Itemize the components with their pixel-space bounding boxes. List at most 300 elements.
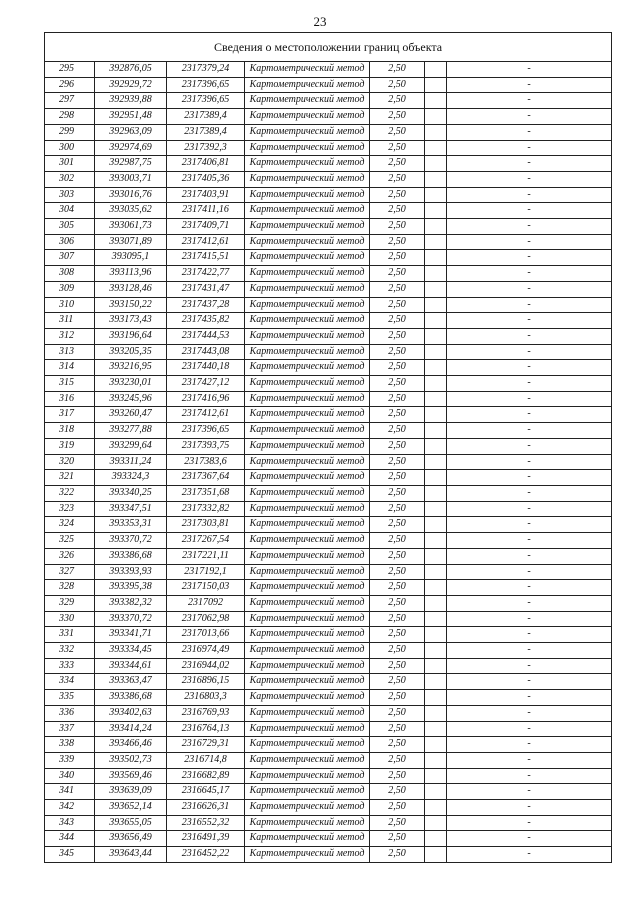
method-cell: Картометрический метод [245,658,370,674]
x-coordinate-cell: 393230,01 [95,376,167,392]
y-coordinate-cell: 2317403,91 [167,187,245,203]
x-coordinate-cell: 393150,22 [95,297,167,313]
accuracy-cell: 2,50 [370,328,425,344]
point-number-cell: 331 [45,627,95,643]
method-cell: Картометрический метод [245,690,370,706]
point-number-cell: 301 [45,156,95,172]
x-coordinate-cell: 392951,48 [95,109,167,125]
x-coordinate-cell: 393639,09 [95,784,167,800]
accuracy-cell: 2,50 [370,109,425,125]
point-number-cell: 327 [45,564,95,580]
empty-cell [425,674,447,690]
x-coordinate-cell: 392929,72 [95,77,167,93]
empty-cell [425,62,447,78]
empty-cell [425,454,447,470]
empty-cell [425,580,447,596]
empty-cell [425,470,447,486]
description-cell: - [447,124,612,140]
accuracy-cell: 2,50 [370,580,425,596]
point-number-cell: 311 [45,313,95,329]
description-cell: - [447,171,612,187]
accuracy-cell: 2,50 [370,62,425,78]
table-row [45,250,612,266]
accuracy-cell: 2,50 [370,234,425,250]
method-cell: Картометрический метод [245,752,370,768]
point-number-cell: 338 [45,737,95,753]
table-row [45,344,612,360]
accuracy-cell: 2,50 [370,391,425,407]
method-cell: Картометрический метод [245,831,370,847]
accuracy-cell: 2,50 [370,156,425,172]
point-number-cell: 334 [45,674,95,690]
empty-cell [425,438,447,454]
y-coordinate-cell: 2317389,4 [167,124,245,140]
point-number-cell: 314 [45,360,95,376]
empty-cell [425,203,447,219]
table-row [45,156,612,172]
method-cell: Картометрический метод [245,580,370,596]
point-number-cell: 336 [45,705,95,721]
x-coordinate-cell: 393643,44 [95,847,167,863]
y-coordinate-cell: 2316452,22 [167,847,245,863]
point-number-cell: 320 [45,454,95,470]
method-cell: Картометрический метод [245,737,370,753]
description-cell: - [447,470,612,486]
point-number-cell: 329 [45,595,95,611]
y-coordinate-cell: 2317150,03 [167,580,245,596]
description-cell: - [447,768,612,784]
table-row [45,266,612,282]
point-number-cell: 313 [45,344,95,360]
accuracy-cell: 2,50 [370,847,425,863]
page-number: 23 [313,14,327,29]
x-coordinate-cell: 393340,25 [95,485,167,501]
method-cell: Картометрический метод [245,564,370,580]
point-number-cell: 303 [45,187,95,203]
empty-cell [425,752,447,768]
point-number-cell: 342 [45,800,95,816]
y-coordinate-cell: 2317383,6 [167,454,245,470]
method-cell: Картометрический метод [245,721,370,737]
method-cell: Картометрический метод [245,454,370,470]
method-cell: Картометрический метод [245,124,370,140]
point-number-cell: 310 [45,297,95,313]
table-row [45,533,612,549]
y-coordinate-cell: 2316729,31 [167,737,245,753]
description-cell: - [447,234,612,250]
method-cell: Картометрический метод [245,266,370,282]
point-number-cell: 319 [45,438,95,454]
description-cell: - [447,391,612,407]
x-coordinate-cell: 393277,88 [95,423,167,439]
description-cell: - [447,690,612,706]
method-cell: Картометрический метод [245,140,370,156]
method-cell: Картометрический метод [245,595,370,611]
x-coordinate-cell: 393260,47 [95,407,167,423]
y-coordinate-cell: 2316552,32 [167,815,245,831]
empty-cell [425,140,447,156]
method-cell: Картометрический метод [245,485,370,501]
empty-cell [425,643,447,659]
y-coordinate-cell: 2317437,28 [167,297,245,313]
accuracy-cell: 2,50 [370,800,425,816]
y-coordinate-cell: 2317396,65 [167,423,245,439]
table-row [45,580,612,596]
description-cell: - [447,485,612,501]
accuracy-cell: 2,50 [370,501,425,517]
empty-cell [425,234,447,250]
accuracy-cell: 2,50 [370,643,425,659]
method-cell: Картометрический метод [245,768,370,784]
table-row [45,470,612,486]
x-coordinate-cell: 393363,47 [95,674,167,690]
description-cell: - [447,250,612,266]
point-number-cell: 341 [45,784,95,800]
accuracy-cell: 2,50 [370,737,425,753]
description-cell: - [447,219,612,235]
method-cell: Картометрический метод [245,423,370,439]
table-row [45,124,612,140]
y-coordinate-cell: 2317431,47 [167,281,245,297]
y-coordinate-cell: 2317367,64 [167,470,245,486]
x-coordinate-cell: 392974,69 [95,140,167,156]
empty-cell [425,831,447,847]
method-cell: Картометрический метод [245,93,370,109]
y-coordinate-cell: 2317389,4 [167,109,245,125]
description-cell: - [447,737,612,753]
method-cell: Картометрический метод [245,533,370,549]
x-coordinate-cell: 393655,05 [95,815,167,831]
method-cell: Картометрический метод [245,611,370,627]
empty-cell [425,171,447,187]
empty-cell [425,485,447,501]
x-coordinate-cell: 393414,24 [95,721,167,737]
table-row [45,517,612,533]
x-coordinate-cell: 392939,88 [95,93,167,109]
point-number-cell: 326 [45,548,95,564]
method-cell: Картометрический метод [245,360,370,376]
table-row [45,674,612,690]
empty-cell [425,768,447,784]
x-coordinate-cell: 393216,95 [95,360,167,376]
empty-cell [425,611,447,627]
empty-cell [425,847,447,863]
empty-cell [425,250,447,266]
table-row [45,109,612,125]
empty-cell [425,77,447,93]
accuracy-cell: 2,50 [370,485,425,501]
table-row [45,438,612,454]
empty-cell [425,564,447,580]
empty-cell [425,376,447,392]
point-number-cell: 337 [45,721,95,737]
method-cell: Картометрический метод [245,784,370,800]
x-coordinate-cell: 393196,64 [95,328,167,344]
y-coordinate-cell: 2317405,36 [167,171,245,187]
description-cell: - [447,203,612,219]
table-row [45,234,612,250]
method-cell: Картометрический метод [245,297,370,313]
empty-cell [425,391,447,407]
x-coordinate-cell: 393395,38 [95,580,167,596]
empty-cell [425,658,447,674]
point-number-cell: 330 [45,611,95,627]
y-coordinate-cell: 2317396,65 [167,77,245,93]
description-cell: - [447,109,612,125]
table-row [45,281,612,297]
accuracy-cell: 2,50 [370,187,425,203]
y-coordinate-cell: 2317440,18 [167,360,245,376]
accuracy-cell: 2,50 [370,658,425,674]
table-row [45,737,612,753]
method-cell: Картометрический метод [245,627,370,643]
empty-cell [425,548,447,564]
description-cell: - [447,313,612,329]
table-row [45,297,612,313]
point-number-cell: 308 [45,266,95,282]
accuracy-cell: 2,50 [370,281,425,297]
point-number-cell: 317 [45,407,95,423]
table-row [45,548,612,564]
point-number-cell: 321 [45,470,95,486]
table-row [45,768,612,784]
point-number-cell: 316 [45,391,95,407]
method-cell: Картометрический метод [245,156,370,172]
table-row [45,203,612,219]
table-row [45,77,612,93]
description-cell: - [447,815,612,831]
x-coordinate-cell: 393061,73 [95,219,167,235]
empty-cell [425,360,447,376]
method-cell: Картометрический метод [245,501,370,517]
point-number-cell: 323 [45,501,95,517]
y-coordinate-cell: 2317221,11 [167,548,245,564]
table-row [45,328,612,344]
accuracy-cell: 2,50 [370,140,425,156]
description-cell: - [447,93,612,109]
empty-cell [425,328,447,344]
x-coordinate-cell: 393382,32 [95,595,167,611]
empty-cell [425,800,447,816]
table-row [45,485,612,501]
table-row [45,690,612,706]
point-number-cell: 343 [45,815,95,831]
description-cell: - [447,454,612,470]
description-cell: - [447,533,612,549]
description-cell: - [447,360,612,376]
y-coordinate-cell: 2317422,77 [167,266,245,282]
table-row [45,187,612,203]
x-coordinate-cell: 393341,71 [95,627,167,643]
description-cell: - [447,77,612,93]
table-row [45,360,612,376]
method-cell: Картометрический метод [245,548,370,564]
description-cell: - [447,752,612,768]
point-number-cell: 340 [45,768,95,784]
method-cell: Картометрический метод [245,77,370,93]
point-number-cell: 309 [45,281,95,297]
point-number-cell: 306 [45,234,95,250]
accuracy-cell: 2,50 [370,438,425,454]
y-coordinate-cell: 2317406,81 [167,156,245,172]
x-coordinate-cell: 393569,46 [95,768,167,784]
y-coordinate-cell: 2317351,68 [167,485,245,501]
table-row [45,219,612,235]
description-cell: - [447,62,612,78]
method-cell: Картометрический метод [245,376,370,392]
empty-cell [425,705,447,721]
y-coordinate-cell: 2317396,65 [167,93,245,109]
description-cell: - [447,847,612,863]
table-row [45,831,612,847]
x-coordinate-cell: 393656,49 [95,831,167,847]
y-coordinate-cell: 2317267,54 [167,533,245,549]
table-row [45,721,612,737]
x-coordinate-cell: 393003,71 [95,171,167,187]
y-coordinate-cell: 2316682,89 [167,768,245,784]
accuracy-cell: 2,50 [370,752,425,768]
y-coordinate-cell: 2316896,15 [167,674,245,690]
method-cell: Картометрический метод [245,674,370,690]
y-coordinate-cell: 2317415,51 [167,250,245,266]
description-cell: - [447,580,612,596]
accuracy-cell: 2,50 [370,297,425,313]
x-coordinate-cell: 393393,93 [95,564,167,580]
table-row [45,784,612,800]
y-coordinate-cell: 2317411,16 [167,203,245,219]
x-coordinate-cell: 393502,73 [95,752,167,768]
accuracy-cell: 2,50 [370,360,425,376]
description-cell: - [447,800,612,816]
y-coordinate-cell: 2317427,12 [167,376,245,392]
table-row [45,611,612,627]
description-cell: - [447,376,612,392]
y-coordinate-cell: 2316803,3 [167,690,245,706]
method-cell: Картометрический метод [245,328,370,344]
accuracy-cell: 2,50 [370,815,425,831]
y-coordinate-cell: 2317409,71 [167,219,245,235]
accuracy-cell: 2,50 [370,171,425,187]
description-cell: - [447,328,612,344]
x-coordinate-cell: 392876,05 [95,62,167,78]
description-cell: - [447,705,612,721]
description-cell: - [447,643,612,659]
table-title: Сведения о местоположении границ объекта [45,33,612,62]
x-coordinate-cell: 393205,35 [95,344,167,360]
method-cell: Картометрический метод [245,234,370,250]
method-cell: Картометрический метод [245,643,370,659]
x-coordinate-cell: 393311,24 [95,454,167,470]
method-cell: Картометрический метод [245,187,370,203]
description-cell: - [447,281,612,297]
accuracy-cell: 2,50 [370,533,425,549]
table-row [45,595,612,611]
point-number-cell: 299 [45,124,95,140]
x-coordinate-cell: 393128,46 [95,281,167,297]
y-coordinate-cell: 2316974,49 [167,643,245,659]
empty-cell [425,281,447,297]
accuracy-cell: 2,50 [370,674,425,690]
table-row [45,140,612,156]
method-cell: Картометрический метод [245,313,370,329]
y-coordinate-cell: 2316645,17 [167,784,245,800]
y-coordinate-cell: 2316764,13 [167,721,245,737]
point-number-cell: 345 [45,847,95,863]
description-cell: - [447,784,612,800]
accuracy-cell: 2,50 [370,564,425,580]
x-coordinate-cell: 393324,3 [95,470,167,486]
description-cell: - [447,548,612,564]
method-cell: Картометрический метод [245,438,370,454]
accuracy-cell: 2,50 [370,203,425,219]
empty-cell [425,124,447,140]
empty-cell [425,533,447,549]
accuracy-cell: 2,50 [370,423,425,439]
empty-cell [425,737,447,753]
point-number-cell: 312 [45,328,95,344]
empty-cell [425,407,447,423]
table-title-row [45,33,612,62]
empty-cell [425,313,447,329]
x-coordinate-cell: 393334,45 [95,643,167,659]
point-number-cell: 324 [45,517,95,533]
accuracy-cell: 2,50 [370,690,425,706]
x-coordinate-cell: 393173,43 [95,313,167,329]
accuracy-cell: 2,50 [370,407,425,423]
description-cell: - [447,423,612,439]
point-number-cell: 335 [45,690,95,706]
accuracy-cell: 2,50 [370,768,425,784]
x-coordinate-cell: 393035,62 [95,203,167,219]
x-coordinate-cell: 393071,89 [95,234,167,250]
x-coordinate-cell: 393370,72 [95,611,167,627]
method-cell: Картометрический метод [245,203,370,219]
y-coordinate-cell: 2317393,75 [167,438,245,454]
method-cell: Картометрический метод [245,407,370,423]
method-cell: Картометрический метод [245,219,370,235]
method-cell: Картометрический метод [245,847,370,863]
point-number-cell: 333 [45,658,95,674]
empty-cell [425,815,447,831]
accuracy-cell: 2,50 [370,344,425,360]
y-coordinate-cell: 2317435,82 [167,313,245,329]
empty-cell [425,501,447,517]
point-number-cell: 328 [45,580,95,596]
x-coordinate-cell: 393299,64 [95,438,167,454]
empty-cell [425,721,447,737]
point-number-cell: 322 [45,485,95,501]
table-row [45,93,612,109]
x-coordinate-cell: 393245,96 [95,391,167,407]
empty-cell [425,109,447,125]
point-number-cell: 296 [45,77,95,93]
point-number-cell: 325 [45,533,95,549]
accuracy-cell: 2,50 [370,611,425,627]
empty-cell [425,219,447,235]
accuracy-cell: 2,50 [370,93,425,109]
y-coordinate-cell: 2316491,39 [167,831,245,847]
empty-cell [425,93,447,109]
empty-cell [425,266,447,282]
point-number-cell: 305 [45,219,95,235]
accuracy-cell: 2,50 [370,454,425,470]
description-cell: - [447,564,612,580]
accuracy-cell: 2,50 [370,77,425,93]
accuracy-cell: 2,50 [370,376,425,392]
point-number-cell: 298 [45,109,95,125]
table-row [45,423,612,439]
method-cell: Картометрический метод [245,800,370,816]
